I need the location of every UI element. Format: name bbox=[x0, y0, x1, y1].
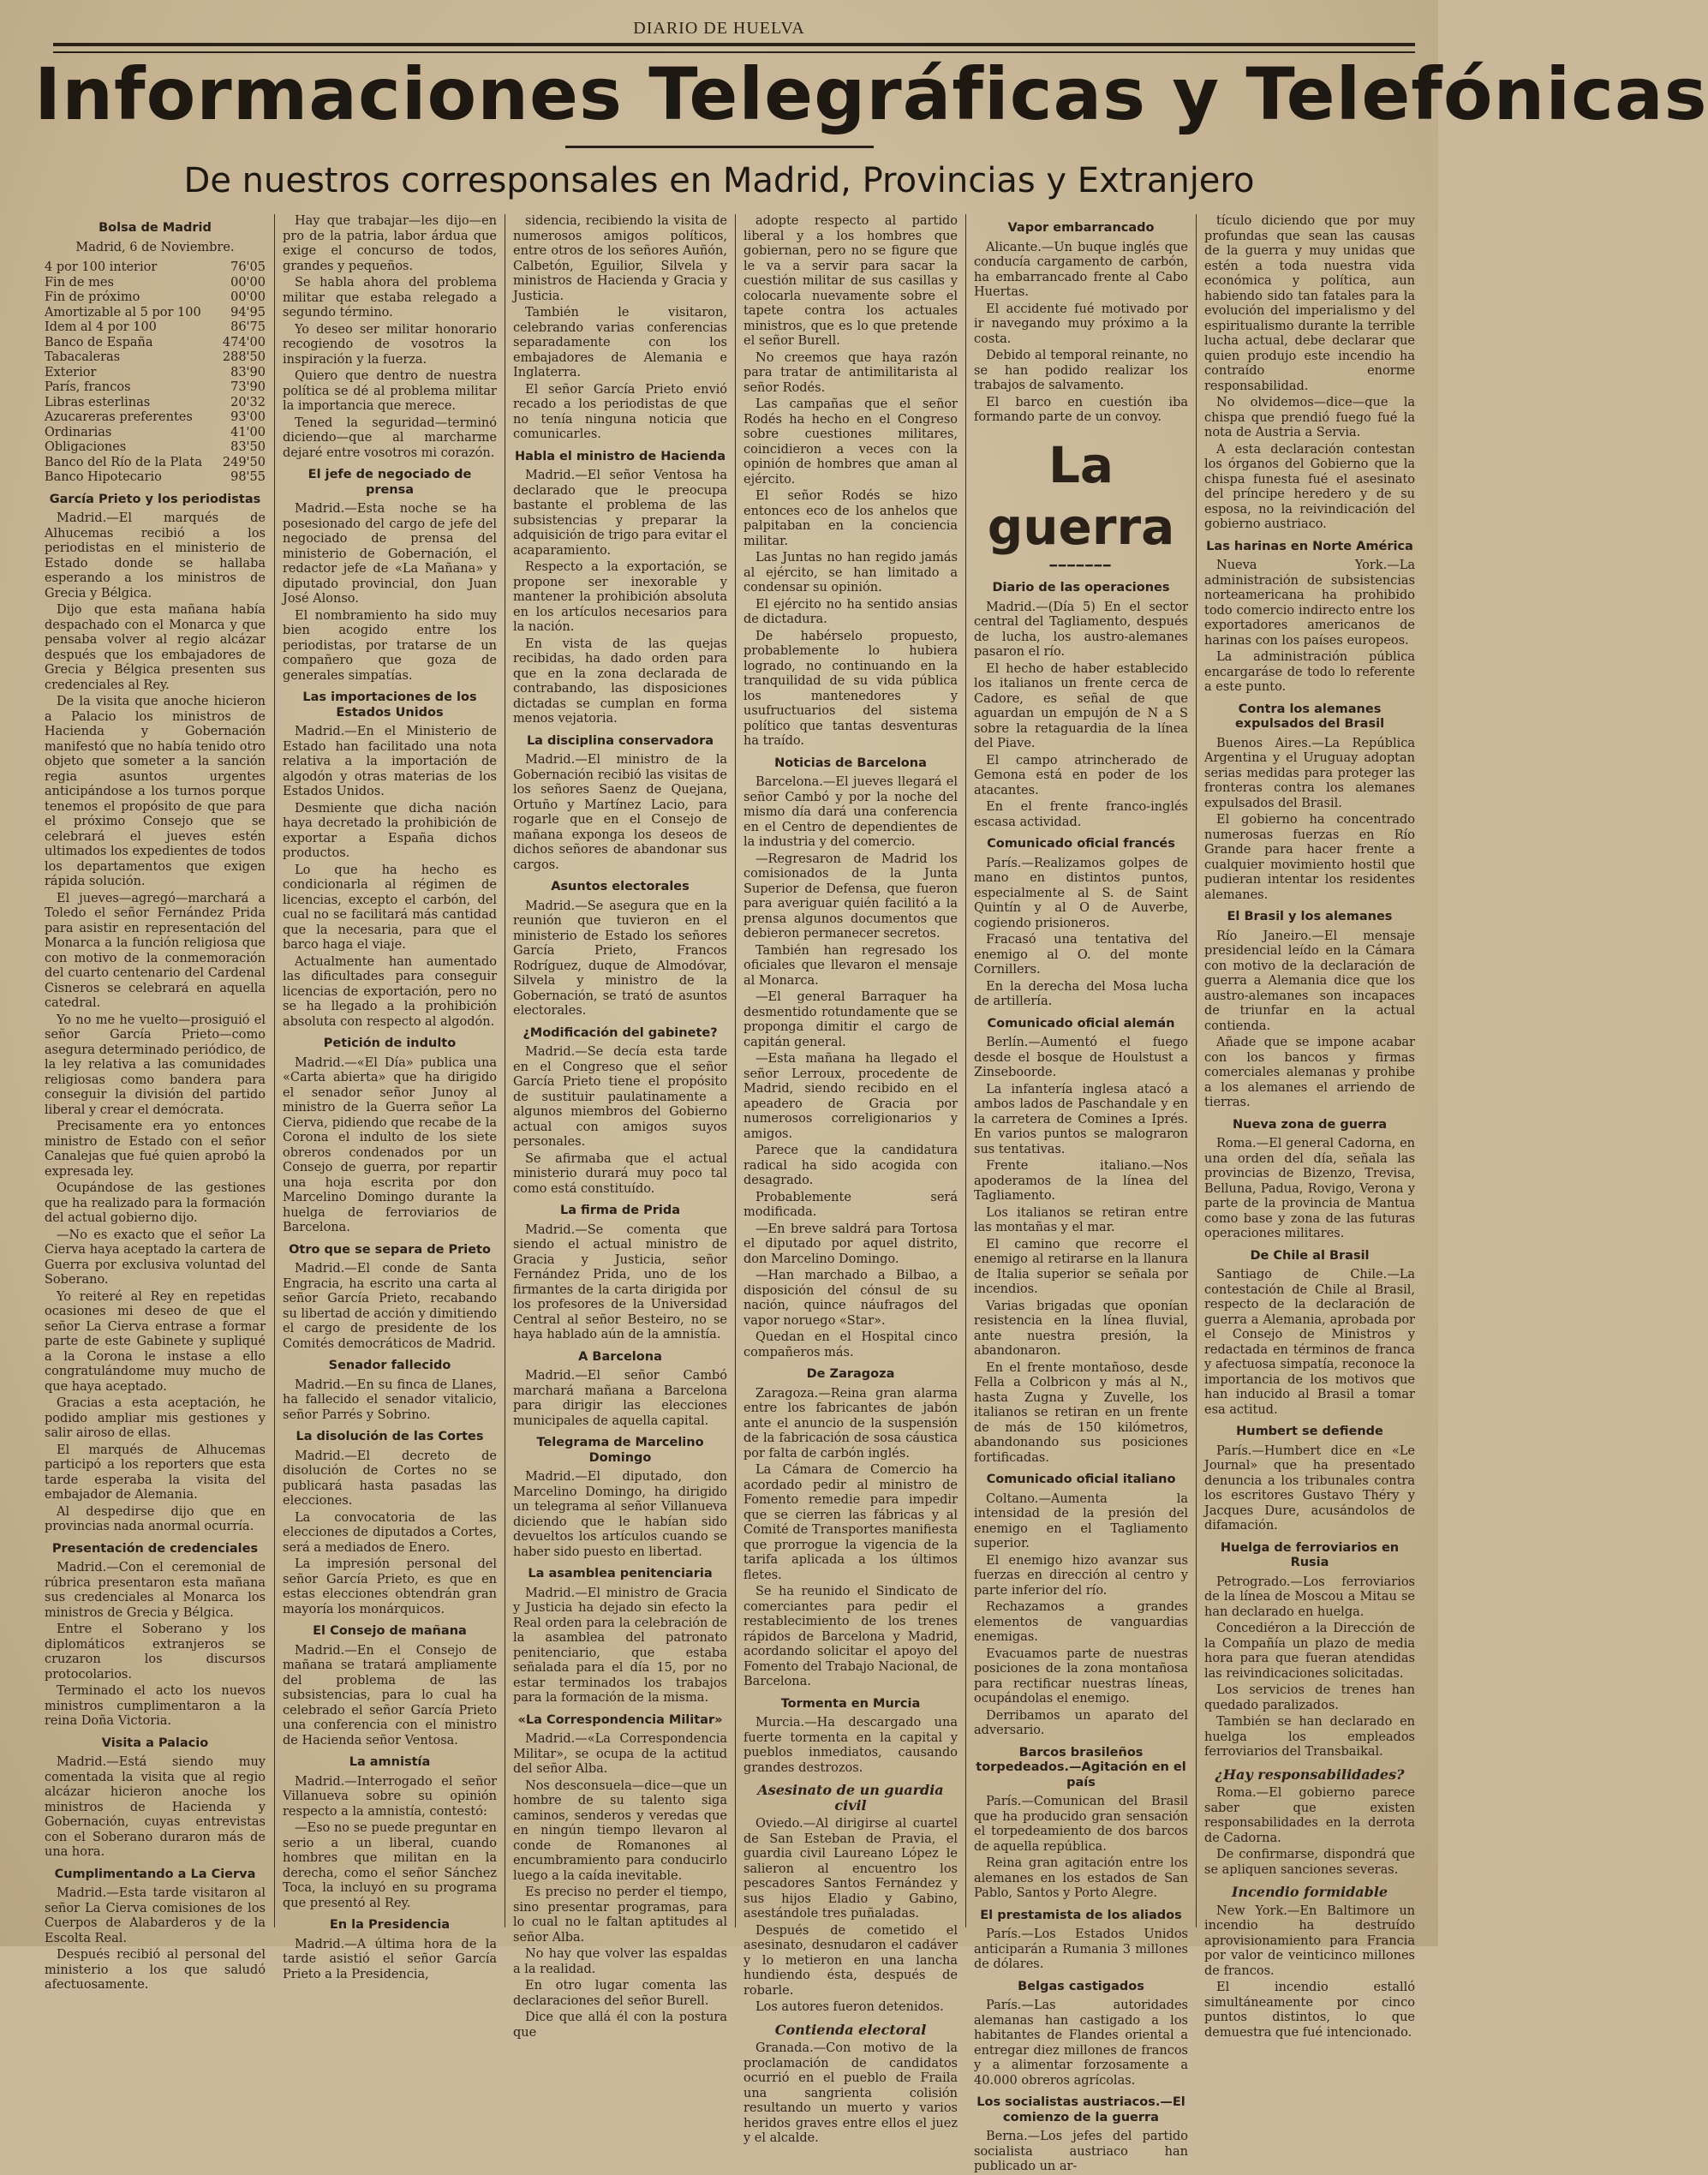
paragraph: Debido al temporal reinante, no se han podido realizar los trabajos de salvamento. bbox=[974, 349, 1188, 392]
newspaper-name: DIARIO DE HUELVA bbox=[633, 19, 805, 38]
paragraph: Madrid.—En su finca de Llanes, ha fallecido el senador vitalicio, señor Parrés y Sobrino. bbox=[283, 1377, 497, 1422]
paragraph: Es preciso no perder el tiempo, sino presentar programas, para lo cual no le faltan aptitudes al señor Alba. bbox=[513, 1885, 727, 1945]
paragraph: La convocatoria de las elecciones de diputados a Cortes, será a mediados de Enero. bbox=[283, 1510, 497, 1555]
section-heading: En la Presidencia bbox=[329, 1918, 451, 1932]
column-3 bbox=[513, 214, 727, 2040]
paragraph: El campo atrincherado de Gemona está en poder de los atacantes. bbox=[974, 753, 1188, 798]
section-heading: Comunicado oficial francés bbox=[987, 837, 1175, 851]
paragraph: El barco en cuestión iba formando parte de un convoy. bbox=[974, 395, 1188, 424]
bolsa-value: 41'00 bbox=[230, 425, 266, 439]
section-heading: García Prieto y los periodistas bbox=[49, 492, 261, 506]
paragraph: Tened la seguridad—terminó diciendo—que al marcharme dejaré entre vosotros mi corazón. bbox=[283, 415, 497, 460]
paragraph: Madrid.—Está siendo muy comentada la visita que al regio alcázar hicieron anoche los ministros de Hacienda y Gobernación, cuyas entrevistas con el Soberano duraron más de una hora. bbox=[45, 1755, 266, 1859]
column-5 bbox=[974, 214, 1188, 2173]
paragraph: Madrid.—El ministro de Gracia y Justicia ha dejado sin efecto la Real orden para la celebración de la asamblea del patronato penitenciario, que estaba señalada para el día 15, por no estar terminados los trabajos para la formación de la misma. bbox=[513, 1586, 727, 1705]
paragraph: Las campañas que el señor Rodés ha hecho en el Congreso sobre cuestiones militares, coincidieron a veces con la opinión de hombres que aman al ejército. bbox=[744, 397, 958, 487]
paragraph: Los autores fueron detenidos. bbox=[755, 2000, 944, 2014]
paragraph: El jueves—agregó—marchará a Toledo el señor Fernández Prida para asistir en representación del Monarca a la función religiosa que con motivo de la conmemoración del cuarto centenario del Cardenal Cisneros se celebrará en aquella catedral. bbox=[45, 891, 266, 1010]
bolsa-heading: Bolsa de Madrid bbox=[99, 221, 212, 235]
section-heading: Habla el ministro de Hacienda bbox=[514, 449, 726, 463]
bolsa-label: París, francos bbox=[45, 380, 131, 394]
bolsa-label: Amortizable al 5 por 100 bbox=[45, 305, 201, 320]
paragraph: —Han marchado a Bilbao, a disposición del cónsul de su nación, quince náufragos del vapor noruego «Star». bbox=[744, 1269, 958, 1328]
column-6 bbox=[1204, 214, 1415, 2040]
paragraph: Nos desconsuela—dice—que un hombre de su talento siga caminos, senderos y veredas que en ningún tiempo llevaron al conde de Romanones al encumbramiento para conducirlo luego a la caída inevitable. bbox=[513, 1778, 727, 1883]
paragraph: Roma.—El general Cadorna, en una orden del día, señala las provincias de Bizenzo, Trevisa, Belluna, Padua, Rovigo, Verona y parte de la provincia de Mantua como base y zona de las futuras operaciones militares. bbox=[1204, 1137, 1415, 1240]
paragraph: Madrid.—Se comenta que siendo el actual ministro de Gracia y Justicia, señor Fernández Prida, uno de los firmantes de la carta dirigida por los profesores de la Universidad Central al señor Besteiro, no se haya hablado aún de la amnistía. bbox=[513, 1222, 727, 1341]
bolsa-label: Azucareras preferentes bbox=[45, 410, 193, 424]
paragraph: Gracias a esta aceptación, he podido ampliar mis gestiones y salir airoso de ellas. bbox=[45, 1396, 266, 1440]
headline-rule bbox=[565, 146, 874, 152]
bolsa-value: 94'95 bbox=[230, 305, 266, 320]
paragraph: Ocupándose de las gestiones que ha realizado para la formación del actual gobierno dijo. bbox=[45, 1181, 266, 1225]
section-heading: Comunicado oficial italiano bbox=[986, 1473, 1176, 1486]
paragraph: Precisamente era yo entonces ministro de Estado con el señor Canalejas que fué quien aprobó la expresada ley. bbox=[45, 1120, 266, 1179]
paragraph: Terminado el acto los nuevos ministros cumplimentaron a la reina Doña Victoria. bbox=[45, 1684, 266, 1728]
section-heading: La disolución de las Cortes bbox=[296, 1430, 484, 1443]
paragraph: Parece que la candidatura radical ha sido acogida con desagrado. bbox=[744, 1144, 958, 1187]
main-headline: Informaciones Telegráficas y Telefónicas bbox=[34, 52, 1708, 136]
paragraph: El ejército no ha sentido ansias de dictadura. bbox=[744, 597, 958, 626]
paragraph: Fracasó una tentativa del enemigo al O. del monte Cornillers. bbox=[974, 933, 1188, 977]
section-heading: Diario de las operaciones bbox=[992, 581, 1170, 595]
bolsa-value: 86'75 bbox=[230, 320, 266, 334]
paragraph: Madrid.—«El Día» publica una «Carta abierta» que ha dirigido el senador señor Junoy al ministro de la Guerra señor La Cierva, pidiendo que recabe de la Corona el indulto de los siete obreros condenados por un Consejo de guerra, por repartir una hoja escrita por don Marcelino Domingo durante la huelga de ferroviarios de Barcelona. bbox=[283, 1055, 497, 1234]
paragraph: Se afirmaba que el actual ministerio durará muy poco tal como está constituído. bbox=[513, 1151, 727, 1196]
paragraph: París.—Las autoridades alemanas han castigado a los habitantes de Flandes oriental a entregar diez millones de francos y a alimentar forzosamente a 40.000 obreros agrícolas. bbox=[974, 1999, 1188, 2088]
bolsa-label: Fin de próximo bbox=[45, 290, 140, 304]
paragraph: En el frente franco-inglés escasa actividad. bbox=[974, 800, 1188, 829]
paragraph: El nombramiento ha sido muy bien acogido entre los periodistas, por tratarse de un compañero que goza de generales simpatías. bbox=[283, 608, 497, 683]
paragraph: Río Janeiro.—El mensaje presidencial leído en la Cámara con motivo de la declaración de guerra a Alemania dice que los austro-alemanes son incapaces de triunfar en la actual contienda. bbox=[1204, 929, 1415, 1033]
paragraph: Madrid.—Con el ceremonial de rúbrica presentaron esta mañana sus credenciales al Monarca los ministros de Grecia y Bélgica. bbox=[45, 1561, 266, 1620]
section-heading: Huelga de ferroviarios en Rusia bbox=[1220, 1540, 1400, 1569]
bolsa-value: 93'00 bbox=[230, 410, 266, 424]
bolsa-label: Exterior bbox=[45, 365, 97, 379]
paragraph: Los servicios de trenes han quedado paralizados. bbox=[1204, 1683, 1415, 1712]
section-heading: ¿Hay responsabilidades? bbox=[1215, 1766, 1405, 1783]
section-heading: Visita a Palacio bbox=[101, 1736, 209, 1750]
bolsa-label: 4 por 100 interior bbox=[45, 260, 158, 274]
paragraph: —En breve saldrá para Tortosa el diputado por aquel distrito, don Marcelino Domingo. bbox=[744, 1222, 958, 1266]
paragraph: Madrid.—Esta tarde visitaron al señor La Cierva comisiones de los Cuerpos de Alabarderos y de la Escolta Real. bbox=[45, 1886, 266, 1945]
paragraph: adopte respecto al partido liberal y a los hombres que gobiernan, pero no se figure que le va a servir para sacar la cuestión militar de sus casillas y colocarla nuevamente sobre el tapete contra los actuales ministros, que es lo que pretende el señor Burell. bbox=[744, 214, 958, 348]
column-divider bbox=[735, 214, 736, 1927]
section-heading: A Barcelona bbox=[578, 1349, 662, 1364]
bolsa-label: Banco de España bbox=[45, 335, 153, 350]
paragraph: Santiago de Chile.—La contestación de Chile al Brasil, respecto de la declaración de guerra a Alemania, aprobada por el Consejo de Ministros y redactada en términos de franca y afectuosa simpatía, reconoce la importancia de los motivos que han inducido al Brasil a tomar esa actitud. bbox=[1204, 1268, 1415, 1417]
paragraph: Madrid.—El conde de Santa Engracia, ha escrito una carta al señor García Prieto, recabando su libertad de acción y dimitiendo el cargo de presidente de los Comités democráticos de Madrid. bbox=[283, 1262, 497, 1351]
bolsa-label: Idem al 4 por 100 bbox=[45, 320, 157, 334]
paragraph: Yo reiteré al Rey en repetidas ocasiones mi deseo de que el señor La Cierva entrase a formar parte de este Gabinete y supliqué a la Corona le instase a ello congratulándome muy mucho de que haya aceptado. bbox=[45, 1289, 266, 1394]
section-heading: ¿Modificación del gabinete? bbox=[523, 1025, 718, 1040]
section-heading: La asamblea penitenciaria bbox=[528, 1567, 713, 1580]
paragraph: Rechazamos a grandes elementos de vanguardias enemigas. bbox=[974, 1600, 1188, 1644]
bolsa-row bbox=[45, 440, 266, 456]
ornament-divider: ━━━━━━━ bbox=[1049, 559, 1113, 573]
paragraph: —El general Barraquer ha desmentido rotundamente que se proponga dimitir el cargo de capitán general. bbox=[744, 990, 958, 1049]
paragraph: El hecho de haber establecido los italianos un frente cerca de Cadore, es señal de que aguardan un empujón de N a S sobre la retaguardia de la línea del Piave. bbox=[974, 661, 1188, 750]
bolsa-value: 474'00 bbox=[222, 335, 266, 350]
paragraph: En el frente montañoso, desde Fella a Colbricon y más al N., hasta Zugna y Zuvelle, los italianos se retiran en un frente de más de 150 kilómetros, abandonando sus posiciones fortificadas. bbox=[974, 1360, 1188, 1465]
paragraph: Madrid.—El ministro de la Gobernación recibió las visitas de los señores Saenz de Quejana, Ortuño y Martínez Lacio, para rogarle que en el Consejo de mañana exponga los deseos de dichos señores de abandonar sus cargos. bbox=[513, 753, 727, 872]
paragraph: —Regresaron de Madrid los comisionados de la Junta Superior de Defensa, que fueron para averiguar quién facilitó a la prensa algunos documentos que debieron permanecer secretos. bbox=[744, 851, 958, 941]
section-heading: Asesinato de un guardia civil bbox=[757, 1782, 944, 1813]
paragraph: En vista de las quejas recibidas, ha dado orden para que en la zona declarada de contrabando, las disposiciones dictadas se cumplan en forma menos vejatoria. bbox=[513, 636, 727, 726]
paragraph: Oviedo.—Al dirigirse al cuartel de San Esteban de Pravia, el guardia civil Laureano López le salieron al encuentro los pescadores Santos Fernández y sus hijos Eladio y Gabino, asestándole tres puñaladas. bbox=[744, 1817, 958, 1921]
paragraph: Buenos Aires.—La República Argentina y el Uruguay adoptan serias medidas para proteger las fronteras contra los alemanes expulsados del Brasil. bbox=[1204, 736, 1415, 810]
paragraph: De confirmarse, dispondrá que se apliquen sanciones severas. bbox=[1204, 1848, 1415, 1877]
paragraph: Reina gran agitación entre los alemanes en los estados de San Pablo, Santos y Porto Alegre. bbox=[974, 1856, 1188, 1900]
section-heading: Las importaciones de los Estados Unidos bbox=[302, 690, 477, 720]
paragraph: Coltano.—Aumenta la intensidad de la presión del enemigo en el Tagliamento superior. bbox=[974, 1491, 1188, 1551]
section-heading: Incendio formidable bbox=[1231, 1884, 1388, 1900]
paragraph: El señor Rodés se hizo entonces eco de los anhelos que palpitaban en la conciencia militar. bbox=[744, 489, 958, 548]
section-heading: La disciplina conservadora bbox=[526, 733, 714, 748]
paragraph: Quedan en el Hospital cinco compañeros más. bbox=[744, 1330, 958, 1359]
paragraph: Se habla ahora del problema militar que estaba relegado a segundo término. bbox=[283, 276, 497, 320]
section-heading: Tormenta en Murcia bbox=[780, 1696, 921, 1711]
section-heading: Belgas castigados bbox=[1018, 1979, 1144, 1993]
bolsa-label: Obligaciones bbox=[45, 440, 127, 454]
paragraph: New York.—En Baltimore un incendio ha destruído aprovisionamiento para Francia por valor de veinticinco millones de francos. bbox=[1204, 1903, 1415, 1978]
bolsa-label: Banco del Río de la Plata bbox=[45, 455, 202, 469]
paragraph: Lo que ha hecho es condicionarla al régimen de licencias, excepto el carbón, del cual no se facilitará más cantidad que la necesaria, para que el barco haga el viaje. bbox=[283, 863, 497, 952]
paragraph: Berlín.—Aumentó el fuego desde el bosque de Houlstust a Zinseboorde. bbox=[974, 1036, 1188, 1079]
section-heading: Humbert se defiende bbox=[1236, 1425, 1383, 1438]
section-heading: Las harinas en Norte América bbox=[1206, 539, 1413, 553]
paragraph: Madrid.—Se decía esta tarde en el Congreso que el señor García Prieto tiene el propósito de sustituir paulatinamente a algunos miembros del Gobierno actual con amigos suyos personales. bbox=[513, 1045, 727, 1149]
paragraph: El camino que recorre el enemigo al retirarse en la llanura de Italia superior se señala por incendios. bbox=[974, 1237, 1188, 1296]
bolsa-label: Banco Hipotecario bbox=[45, 470, 162, 484]
paragraph: sidencia, recibiendo la visita de numerosos amigos políticos, entre otros de los señores Auñón, Calbetón, Eguilior, Silvela y ministros de Hacienda y Gracia y Justicia. bbox=[513, 214, 727, 303]
bolsa-row bbox=[45, 306, 266, 321]
paragraph: Desmiente que dicha nación haya decretado la prohibición de exportar a España dichos productos. bbox=[283, 801, 497, 860]
paragraph: La impresión personal del señor García Prieto, es que en estas elecciones obtendrán gran mayoría los monárquicos. bbox=[283, 1557, 497, 1616]
paragraph: Al despedirse dijo que en provincias nada anormal ocurría. bbox=[45, 1504, 266, 1533]
paragraph: París.—Los Estados Unidos anticiparán a Rumania 3 millones de dólares. bbox=[974, 1927, 1188, 1971]
bolsa-value: 73'90 bbox=[230, 380, 266, 394]
section-heading: Contra los alemanes expulsados del Brasil bbox=[1234, 702, 1385, 731]
paragraph: Madrid.—Esta noche se ha posesionado del cargo de jefe del negociado de prensa del ministerio de Gobernación, el redactor jefe de «La Mañana» y diputado provincial, don Juan José Alonso. bbox=[283, 502, 497, 606]
paragraph: Añade que se impone acabar con los bancos y firmas comerciales alemanas y prohibe a los alemanes el arriendo de tierras. bbox=[1204, 1036, 1415, 1109]
section-heading: De Chile al Brasil bbox=[1250, 1248, 1370, 1263]
war-section-title: La guerra bbox=[987, 435, 1175, 556]
paragraph: Madrid.—El señor Cambó marchará mañana a Barcelona para dirigir las elecciones municipales de aquella capital. bbox=[513, 1369, 727, 1428]
bolsa-row bbox=[45, 320, 266, 336]
section-heading: Presentación de credenciales bbox=[51, 1541, 259, 1556]
section-heading: Vapor embarrancado bbox=[1007, 221, 1155, 235]
section-heading: El jefe de negociado de prensa bbox=[308, 468, 472, 497]
paragraph: tículo diciendo que por muy profundas que sean las causas de la guerra y muy unidas que estén a toda nuestra vida económica y política, aun habiendo sido tan fatales para la evolución del imperialismo y del espiritualismo durante la terrible lucha actual, debe declarar que quien produjo este incendio ha contraído enorme responsabilidad. bbox=[1204, 214, 1415, 393]
paragraph: Evacuamos parte de nuestras posiciones de la zona montañosa para rectificar nuestras líneas, ocupándolas el enemigo. bbox=[974, 1646, 1188, 1706]
section-heading: Petición de indulto bbox=[323, 1037, 457, 1050]
bolsa-row bbox=[45, 290, 266, 306]
section-heading: Telegrama de Marcelino Domingo bbox=[536, 1436, 704, 1465]
paragraph: También le visitaron, celebrando varias conferencias separadamente con los embajadores de Alemania e Inglaterra. bbox=[513, 306, 727, 379]
paragraph: Dijo que esta mañana había despachado con el Monarca y que pensaba volver al regio alcázar después que los embajadores de Grecia y Bélgica presenten sus credenciales al Rey. bbox=[45, 603, 266, 692]
paragraph: Después de cometido el asesinato, desnudaron el cadáver y lo metieron en una lancha hundiendo ésta, después de robarle. bbox=[744, 1923, 958, 1998]
paragraph: En la derecha del Mosa lucha de artillería. bbox=[974, 979, 1188, 1008]
paragraph: La administración pública encargaráse de todo lo referente a este punto. bbox=[1204, 650, 1415, 694]
bolsa-label: Ordinarias bbox=[45, 425, 112, 439]
paragraph: No hay que volver las espaldas a la realidad. bbox=[513, 1947, 727, 1976]
paragraph: Después recibió al personal del ministerio a los que saludó afectuosamente. bbox=[45, 1948, 266, 1992]
section-heading: El Consejo de mañana bbox=[313, 1624, 467, 1638]
section-heading: La amnistía bbox=[349, 1755, 431, 1769]
paragraph: Dice que allá él con la postura que bbox=[513, 2011, 727, 2040]
paragraph: Madrid.—El diputado, don Marcelino Domingo, ha dirigido un telegrama al señor Villanueva diciendo que le habían sido devueltos los artículos cuando se haber sido puesto en libertad. bbox=[513, 1470, 727, 1559]
bolsa-row bbox=[45, 350, 266, 366]
bolsa-value: 249'50 bbox=[222, 455, 266, 469]
paragraph: Murcia.—Ha descargado una fuerte tormenta en la capital y pueblos inmediatos, causando grandes destrozos. bbox=[744, 1716, 958, 1775]
paragraph: Concediéron a la Dirección de la Compañía un plazo de media hora para que fueran atendidas las reivindicaciones solicitadas. bbox=[1204, 1622, 1415, 1681]
section-heading: Contienda electoral bbox=[774, 2021, 927, 2038]
paragraph: Se ha reunido el Sindicato de comerciantes para pedir el restablecimiento de los trenes rápidos de Barcelona y Madrid, acordando solicitar el apoyo del Fomento del Trabajo Nacional, de Barcelona. bbox=[744, 1585, 958, 1688]
paragraph: Madrid.—A última hora de la tarde asistió el señor García Prieto a la Presidencia, bbox=[283, 1937, 497, 1981]
paragraph: El marqués de Alhucemas participó a los reporters que esta tarde esperaba la visita del embajador de Alemania. bbox=[45, 1443, 266, 1502]
paragraph: Madrid.—En el Ministerio de Estado han facilitado una nota relativa a la importación de algodón y otras materias de los Estados Unidos. bbox=[283, 725, 497, 798]
bolsa-row bbox=[45, 366, 266, 381]
paragraph: Zaragoza.—Reina gran alarma entre los fabricantes de jabón ante el anuncio de la suspensión de la fabricación de sosa cáustica por falta de carbón inglés. bbox=[744, 1386, 958, 1461]
paragraph: La infantería inglesa atacó a ambos lados de Paschandale y en la carretera de Comines a Iprés. En varios puntos se malograron sus tentativas. bbox=[974, 1082, 1188, 1156]
paragraph: Entre el Soberano y los diplomáticos extranjeros se cruzaron los discursos protocolarios. bbox=[45, 1622, 266, 1682]
article-columns bbox=[45, 214, 1415, 2173]
paragraph: Frente italiano.—Nos apoderamos de la línea del Tagliamento. bbox=[974, 1159, 1188, 1203]
column-divider bbox=[274, 214, 275, 1927]
bolsa-row bbox=[45, 380, 266, 396]
paragraph: Madrid.—En el Consejo de mañana se tratará ampliamente del problema de las subsistencias, para lo cual ha celebrado el señor García Prieto una conferencia con el ministro de Hacienda señor Ventosa. bbox=[283, 1643, 497, 1748]
paragraph: París.—Humbert dice en «Le Journal» que ha presentado denuncia a los tribunales contra los escritores Gustavo Théry y Jacques Dure, acusándolos de difamación. bbox=[1204, 1443, 1415, 1533]
section-heading: Cumplimentando a La Cierva bbox=[54, 1867, 256, 1881]
bolsa-value: 83'90 bbox=[230, 365, 266, 379]
paragraph: Respecto a la exportación, se propone ser inexorable y mantener la prohibición absoluta en los artículos necesarios para la nación. bbox=[513, 560, 727, 634]
paragraph: —Esta mañana ha llegado el señor Lerroux, procedente de Madrid, siendo recibido en el apeadero de Gracia por numerosos correligionarios y amigos. bbox=[744, 1052, 958, 1141]
paragraph: El señor García Prieto envió recado a los periodistas de que no tenía ninguna noticia que comunicarles. bbox=[513, 382, 727, 441]
paragraph: Roma.—El gobierno parece saber que existen responsabilidades en la derrota de Cadorna. bbox=[1204, 1786, 1415, 1845]
paragraph: En otro lugar comenta las declaraciones del señor Burell. bbox=[513, 1979, 727, 2008]
paragraph: —Eso no se puede preguntar en serio a un liberal, cuando hombres que militan en la derecha, como el señor Sánchez Toca, la incluyó en su programa que presentó al Rey. bbox=[283, 1821, 497, 1910]
section-heading: Senador fallecido bbox=[328, 1359, 451, 1372]
paragraph: Yo no me he vuelto—prosiguió el señor García Prieto—como asegura determinado periódico, de la ley relativa a las comunidades religiosas como bandera para conseguir la división del partido liberal y crear el demócrata. bbox=[45, 1013, 266, 1117]
paragraph: Berna.—Los jefes del partido socialista austriaco han publicado un ar- bbox=[974, 2130, 1188, 2173]
bolsa-row bbox=[45, 426, 266, 441]
paragraph: Hay que trabajar—les dijo—en pro de la patria, labor árdua que exige el concurso de todos, grandes y pequeños. bbox=[283, 214, 497, 273]
bolsa-row bbox=[45, 470, 266, 486]
paragraph: Derribamos un aparato del adversario. bbox=[974, 1708, 1188, 1737]
paragraph: El incendio estalló simultáneamente por cinco puntos distintos, lo que demuestra que fué intencionado. bbox=[1204, 1981, 1415, 2040]
paragraph: No olvidemos—dice—que la chispa que prendió fuego fué la nota de Austria a Servia. bbox=[1204, 396, 1415, 439]
paragraph: Quiero que dentro de nuestra política se dé al problema militar la importancia que merece. bbox=[283, 369, 497, 413]
paragraph: Madrid.—Interrogado el señor Villanueva sobre su opinión respecto a la amnistía, contestó: bbox=[283, 1774, 497, 1819]
bolsa-row bbox=[45, 456, 266, 471]
column-4 bbox=[744, 214, 958, 2145]
paragraph: Actualmente han aumentado las dificultades para conseguir licencias de exportación, pero no se ha llegado a la prohibición absoluta con respecto al algodón. bbox=[283, 954, 497, 1029]
section-heading: Noticias de Barcelona bbox=[774, 756, 927, 770]
bolsa-value: 00'00 bbox=[230, 275, 266, 290]
paragraph: Probablemente será modificada. bbox=[744, 1190, 958, 1219]
bolsa-label: Fin de mes bbox=[45, 275, 114, 290]
paragraph: Madrid.—Se asegura que en la reunión que tuvieron en el ministerio de Estado los señores García Prieto, Francos Rodríguez, duque de Almodóvar, Silvela y ministro de la Gobernación, se trató de asuntos electorales. bbox=[513, 899, 727, 1018]
section-heading: «La Correspondencia Militar» bbox=[517, 1712, 723, 1727]
bolsa-value: 288'50 bbox=[222, 350, 266, 364]
section-heading: El Brasil y los alemanes bbox=[1227, 910, 1393, 923]
paragraph: La Cámara de Comercio ha acordado pedir al ministro de Fomento remedie para impedir que se cierren las fábricas y al Comité de Transportes manifiesta que prorrogue la vigencia de la tarifa aplicada a los últimos fletes. bbox=[744, 1463, 958, 1582]
section-heading: Nueva zona de guerra bbox=[1232, 1117, 1388, 1132]
paragraph: Yo deseo ser militar honorario recogiendo de vosotros la inspiración y la fuerza. bbox=[283, 322, 497, 367]
sub-headline: De nuestros corresponsales en Madrid, Provincias y Extranjero bbox=[183, 161, 1255, 200]
bolsa-row bbox=[45, 260, 266, 276]
paragraph: De habérselo propuesto, probablemente lo hubiera logrado, no continuando en la tranquilidad de su vida pública los mantenedores y usufructuarios del sistema político que tantas desventuras ha traído. bbox=[744, 629, 958, 748]
bolsa-value: 83'50 bbox=[230, 440, 266, 454]
section-heading: El prestamista de los aliados bbox=[980, 1908, 1182, 1922]
bolsa-value: 00'00 bbox=[230, 290, 266, 304]
paragraph: A esta declaración contestan los órganos del Gobierno que la chispa funesta fué el asesinato del príncipe heredero y de su esposa, no la reivindicación del gobierno austriaco. bbox=[1204, 442, 1415, 531]
bolsa-value: 20'32 bbox=[230, 395, 266, 409]
bolsa-label: Tabacaleras bbox=[45, 350, 121, 364]
paragraph: El accidente fué motivado por ir navegando muy próximo a la costa. bbox=[974, 302, 1188, 346]
bolsa-label: Libras esterlinas bbox=[45, 395, 151, 409]
bolsa-table bbox=[45, 260, 266, 486]
paragraph: Las Juntas no han regido jamás al ejército, se han limitado a condensar su opinión. bbox=[744, 551, 958, 595]
paragraph: Madrid.—«La Correspondencia Militar», se ocupa de la actitud del señor Alba. bbox=[513, 1732, 727, 1776]
paragraph: Madrid.—(Día 5) En el sector central del Tagliamento, después de lucha, los austro-alemanes pasaron el río. bbox=[974, 600, 1188, 659]
bolsa-row bbox=[45, 336, 266, 351]
paragraph: También se han declarado en huelga los empleados ferroviarios del Transbaikal. bbox=[1204, 1715, 1415, 1759]
paragraph: Barcelona.—El jueves llegará el señor Cambó y por la noche del mismo día dará una conferencia en el Centro de dependientes de la industria y del comercio. bbox=[744, 775, 958, 849]
paragraph: Madrid.—El marqués de Alhucemas recibió a los periodistas en el ministerio de Estado donde se hallaba esperando a los ministros de Grecia y Bélgica. bbox=[45, 511, 266, 601]
bolsa-value: 98'55 bbox=[230, 470, 266, 484]
paragraph: Varias brigadas que oponían resistencia en la línea fluvial, ante nuestra presión, la abandonaron. bbox=[974, 1299, 1188, 1358]
paragraph: El gobierno ha concentrado numerosas fuerzas en Río Grande para hacer frente a cualquier movimiento hostil que pudieran intentar los residentes alemanes. bbox=[1204, 813, 1415, 902]
bolsa-row bbox=[45, 410, 266, 426]
paragraph: Nueva York.—La administración de subsistencias norteamericana ha prohibido todo comercio indirecto entre los exportadores americanos de harinas con los países europeos. bbox=[1204, 559, 1415, 648]
section-heading: Otro que se separa de Prieto bbox=[289, 1242, 491, 1257]
column-divider bbox=[1196, 214, 1197, 1927]
paragraph: París.—Realizamos golpes de mano en distintos puntos, especialmente al S. de Saint Quintín y al O de Auverbe, cogiendo prisioneros. bbox=[974, 856, 1188, 930]
column-1 bbox=[45, 214, 266, 1992]
bolsa-row bbox=[45, 396, 266, 411]
paragraph: Madrid.—El decreto de disolución de Cortes no se publicará hasta pasadas las elecciones. bbox=[283, 1449, 497, 1508]
section-heading: De Zaragoza bbox=[806, 1367, 895, 1381]
bolsa-value: 76'05 bbox=[230, 260, 266, 274]
paragraph: Alicante.—Un buque inglés que conducía cargamento de carbón, ha embarrancado frente al Cabo Huertas. bbox=[974, 240, 1188, 299]
paragraph: El enemigo hizo avanzar sus fuerzas en dirección al centro y parte inferior del río. bbox=[974, 1553, 1188, 1598]
paragraph: Granada.—Con motivo de la proclamación de candidatos ocurrió en el pueblo de Fraila una sangrienta colisión resultando un muerto y varios heridos graves entre ellos el juez y el alcalde. bbox=[744, 2041, 958, 2145]
paragraph: Petrogrado.—Los ferroviarios de la línea de Moscou a Mitau se han declarado en huelga. bbox=[1204, 1574, 1415, 1619]
bolsa-date: Madrid, 6 de Noviembre. bbox=[75, 240, 235, 254]
column-2 bbox=[283, 214, 497, 1981]
bolsa-row bbox=[45, 276, 266, 291]
paragraph: Los italianos se retiran entre las montañas y el mar. bbox=[974, 1205, 1188, 1234]
paragraph: Madrid.—El señor Ventosa ha declarado que le preocupa bastante el problema de las subsistencias y preparar la adquisición de trigo para evitar el acaparamiento. bbox=[513, 469, 727, 558]
section-heading: Comunicado oficial alemán bbox=[987, 1016, 1175, 1031]
paragraph: —No es exacto que el señor La Cierva haya aceptado la cartera de Guerra por exclusiva voluntad del Soberano. bbox=[45, 1228, 266, 1287]
section-heading: Los socialistas austriacos.—El comienzo de la guerra bbox=[976, 2095, 1185, 2124]
column-divider bbox=[965, 214, 966, 1927]
section-heading: Barcos brasileños torpedeados.—Agitación en el país bbox=[976, 1745, 1186, 1790]
section-heading: Asuntos electorales bbox=[551, 880, 690, 893]
paragraph: De la visita que anoche hicieron a Palacio los ministros de Hacienda y Gobernación manifestó que no había tenido otro objeto que someter a la sanción regia asuntos urgentes anticipándose a los turnos porque tenemos el propósito de que para el próximo Consejo que se celebrará el jueves estén ultimados los expedientes de todos los departamentos que exigen rápida solución. bbox=[45, 695, 266, 888]
paragraph: No creemos que haya razón para tratar de antimilitarista al señor Rodés. bbox=[744, 350, 958, 395]
paragraph: París.—Comunican del Brasil que ha producido gran sensación el torpedeamiento de dos barcos de aquella república. bbox=[974, 1795, 1188, 1854]
paragraph: También han regresado los oficiales que llevaron el mensaje al Monarca. bbox=[744, 943, 958, 988]
section-heading: La firma de Prida bbox=[559, 1204, 681, 1217]
